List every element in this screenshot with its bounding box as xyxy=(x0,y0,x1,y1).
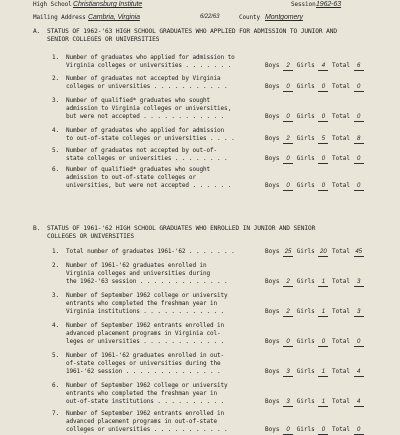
section-b-item-counts xyxy=(265,426,364,435)
section-a-item-text: to out-of-state colleges or universities . . . . xyxy=(66,135,235,142)
boys-count: 0 xyxy=(283,183,293,191)
girls-label: Girls xyxy=(293,155,319,162)
girls-label: Girls xyxy=(293,182,319,189)
section-b-item-counts xyxy=(265,338,364,347)
address-value: Cambria, Virginia xyxy=(88,14,140,21)
total-label: Total xyxy=(328,62,354,69)
section-a-item-text: admission to Virginia colleges or universities, xyxy=(66,105,232,112)
section-b-item-text: Virginia institutions . . . . . . . . . . . . xyxy=(66,308,225,315)
section-a-item-text: Number of graduates not accepted by Virginia xyxy=(66,75,221,82)
section-a-item-number: 1. xyxy=(52,54,60,61)
section-a-item-number: 6. xyxy=(52,166,60,173)
girls-count: 1 xyxy=(318,279,328,287)
total-count: 6 xyxy=(354,63,364,71)
girls-count: 0 xyxy=(318,156,328,164)
girls-label: Girls xyxy=(293,398,319,405)
school-name: Christiansburg Institute xyxy=(73,1,143,8)
girls-count: 20 xyxy=(320,249,327,255)
girls-label: Girls xyxy=(293,135,319,142)
section-a-item-text: Number of qualified* graduates who sought xyxy=(66,97,211,104)
boys-label: Boys xyxy=(265,155,284,162)
section-a-item-text: Number of graduates not accepted by out-of- xyxy=(66,147,218,154)
section-a-item-text: universities, but were not accepted . . . . . . xyxy=(66,182,232,189)
section-b-item-text: the 1962-'63 session . . . . . . . . . . . . . xyxy=(66,278,228,285)
section-a-item-counts xyxy=(265,83,364,92)
school-label: High School xyxy=(33,1,72,8)
girls-count: 0 xyxy=(318,183,328,191)
total-count: 0 xyxy=(354,339,364,347)
boys-count: 2 xyxy=(283,136,293,144)
boys-count: 3 xyxy=(283,369,293,377)
boys-count: 0 xyxy=(283,84,293,92)
section-b-item-text: entrants who completed the freshman year in xyxy=(66,390,218,397)
boys-count: 3 xyxy=(283,399,293,407)
total-count: 0 xyxy=(354,183,364,191)
section-b-item-text: Number of September 1962 college or university xyxy=(66,382,228,389)
girls-count: 1 xyxy=(318,369,328,377)
girls-label: Girls xyxy=(293,278,319,285)
girls-label: Girls xyxy=(293,62,319,69)
girls-count: 0 xyxy=(318,427,328,435)
boys-count: 0 xyxy=(283,339,293,347)
section-a-item-counts xyxy=(265,135,364,144)
section-b-item-text: Virginia colleges and universities during xyxy=(66,270,211,277)
girls-label: Girls xyxy=(293,368,319,375)
section-a-item-number: 4. xyxy=(52,127,60,134)
section-b-item-number: 3. xyxy=(52,292,60,299)
section-b-item-counts xyxy=(265,248,364,257)
section-a-item-counts xyxy=(265,182,364,191)
section-b-heading-line1: STATUS OF 1961-'62 HIGH SCHOOL GRADUATES WHO ENROLLED IN JUNIOR AND SENIOR xyxy=(47,225,316,232)
section-b-heading-line2: COLLEGES OR UNIVERSITIES xyxy=(47,233,135,240)
boys-label: Boys xyxy=(265,308,284,315)
section-b-item-text: leges or universities . . . . . . . . . . . . xyxy=(66,338,225,345)
girls-label: Girls xyxy=(293,426,319,433)
total-label: Total xyxy=(328,308,354,315)
total-label: Total xyxy=(328,135,354,142)
boys-label: Boys xyxy=(265,368,284,375)
section-b-item-text: Number of September 1962 college or university xyxy=(66,292,228,299)
section-a-heading-line2: SENIOR COLLEGES OR UNIVERSITIES xyxy=(47,36,160,43)
total-count: 0 xyxy=(354,114,364,122)
total-count: 3 xyxy=(354,279,364,287)
boys-label: Boys xyxy=(265,338,284,345)
total-count: 8 xyxy=(354,136,364,144)
boys-label: Boys xyxy=(265,83,284,90)
section-b-item-text: Number of 1961-'62 graduates enrolled in out- xyxy=(66,352,225,359)
girls-label: Girls xyxy=(293,83,319,90)
section-a-item-counts xyxy=(265,113,364,122)
total-label: Total xyxy=(328,155,354,162)
section-a-item-counts xyxy=(265,155,364,164)
section-b-item-counts xyxy=(265,308,364,317)
total-label: Total xyxy=(328,83,354,90)
total-count: 4 xyxy=(354,369,364,377)
section-b-item-counts xyxy=(265,368,364,377)
girls-count: 1 xyxy=(318,399,328,407)
girls-count: 4 xyxy=(318,63,328,71)
section-a-item-text: Number of graduates who applied for admission xyxy=(66,127,225,134)
section-b-item-text: 1961-'62 session . . . . . . . . . . . . . . xyxy=(66,368,221,375)
section-a-item-text: but were not accepted . . . . . . . . . . . . xyxy=(66,113,225,120)
section-b-item-counts xyxy=(265,278,364,287)
boys-label: Boys xyxy=(265,135,284,142)
section-b-item-text: entrants who completed the freshman year in xyxy=(66,300,218,307)
section-b-item-text: colleges or universities . . . . . . . . . . . xyxy=(66,426,228,433)
section-b-item-text: out-of-state institutions . . . . . . . . . . xyxy=(66,398,225,405)
section-a-letter: A. xyxy=(33,28,41,35)
county-label: County xyxy=(239,14,261,21)
section-b-item-number: 6. xyxy=(52,382,60,389)
total-label: Total xyxy=(328,113,354,120)
girls-count: 0 xyxy=(318,339,328,347)
session-value: 1962-63 xyxy=(316,1,341,8)
section-b-item-number: 4. xyxy=(52,322,60,329)
boys-label: Boys xyxy=(265,113,284,120)
total-count: 45 xyxy=(355,249,362,255)
section-b-item-text: advanced placement programs in out-of-state xyxy=(66,418,218,425)
section-a-item-number: 2. xyxy=(52,75,60,82)
total-count: 4 xyxy=(354,399,364,407)
county-value: Montgomery xyxy=(265,14,303,21)
total-count: 3 xyxy=(354,309,364,317)
boys-label: Boys xyxy=(265,182,284,189)
total-label: Total xyxy=(328,338,354,345)
boys-count: 2 xyxy=(283,279,293,287)
girls-label: Girls xyxy=(293,338,319,345)
boys-count: 0 xyxy=(283,427,293,435)
section-a-item-text: Number of qualified* graduates who sought xyxy=(66,166,211,173)
section-a-item-text: colleges or universities . . . . . . . . . . . xyxy=(66,83,228,90)
section-b-item-number: 1. xyxy=(52,248,60,255)
girls-label: Girls xyxy=(293,308,319,315)
section-b-item-number: 7. xyxy=(52,410,60,417)
girls-count: 1 xyxy=(318,309,328,317)
section-b-item-text: of-state colleges or universities during the xyxy=(66,360,221,367)
section-a-item-text: state colleges or universities . . . . . . . . xyxy=(66,155,228,162)
girls-label: Girls xyxy=(293,248,319,255)
address-label: Mailing Address xyxy=(33,14,86,21)
section-a-item-counts xyxy=(265,62,364,71)
girls-count: 0 xyxy=(318,84,328,92)
section-b-letter: B. xyxy=(33,225,41,232)
girls-count: 5 xyxy=(318,136,328,144)
girls-count: 0 xyxy=(318,114,328,122)
boys-label: Boys xyxy=(265,398,284,405)
boys-label: Boys xyxy=(265,278,284,285)
section-a-item-text: admission to out-of-state colleges or xyxy=(66,174,196,181)
total-label: Total xyxy=(328,248,354,255)
girls-label: Girls xyxy=(293,113,319,120)
address-note: 6/22/63 xyxy=(200,14,220,20)
boys-label: Boys xyxy=(265,248,284,255)
session-label: Session xyxy=(291,1,316,8)
boys-count: 2 xyxy=(283,63,293,71)
total-label: Total xyxy=(328,368,354,375)
section-a-item-text: Number of graduates who applied for admission to xyxy=(66,54,235,61)
total-count: 0 xyxy=(354,84,364,92)
section-b-item-text: Number of September 1962 entrants enrolled in xyxy=(66,322,225,329)
section-a-heading-line1: STATUS OF 1962-'63 HIGH SCHOOL GRADUATES WHO APPLIED FOR ADMISSION TO JUNIOR AND xyxy=(47,28,338,35)
section-b-item-text: advanced placement programs in Virginia col- xyxy=(66,330,221,337)
total-label: Total xyxy=(328,278,354,285)
section-b-item-number: 5. xyxy=(52,352,60,359)
section-a-item-number: 3. xyxy=(52,97,60,104)
total-label: Total xyxy=(328,182,354,189)
total-label: Total xyxy=(328,398,354,405)
total-label: Total xyxy=(328,426,354,433)
boys-label: Boys xyxy=(265,426,284,433)
section-b-item-counts xyxy=(265,398,364,407)
section-b-item-number: 2. xyxy=(52,262,60,269)
section-a-item-text: Virginia colleges or universities . . . . . . . xyxy=(66,62,232,69)
section-b-item-text: Number of 1961-'62 graduates enrolled in xyxy=(66,262,207,269)
section-b-item-text: Number of September 1962 entrants enrolled in xyxy=(66,410,225,417)
section-b-item-text: Total number of graduates 1961-'62 . . . . . . . xyxy=(66,248,235,255)
total-count: 0 xyxy=(354,427,364,435)
boys-count: 2 xyxy=(283,309,293,317)
boys-count: 0 xyxy=(283,114,293,122)
boys-count: 0 xyxy=(283,156,293,164)
boys-label: Boys xyxy=(265,62,284,69)
total-count: 0 xyxy=(354,156,364,164)
boys-count: 25 xyxy=(284,249,292,255)
section-a-item-number: 5. xyxy=(52,147,60,154)
